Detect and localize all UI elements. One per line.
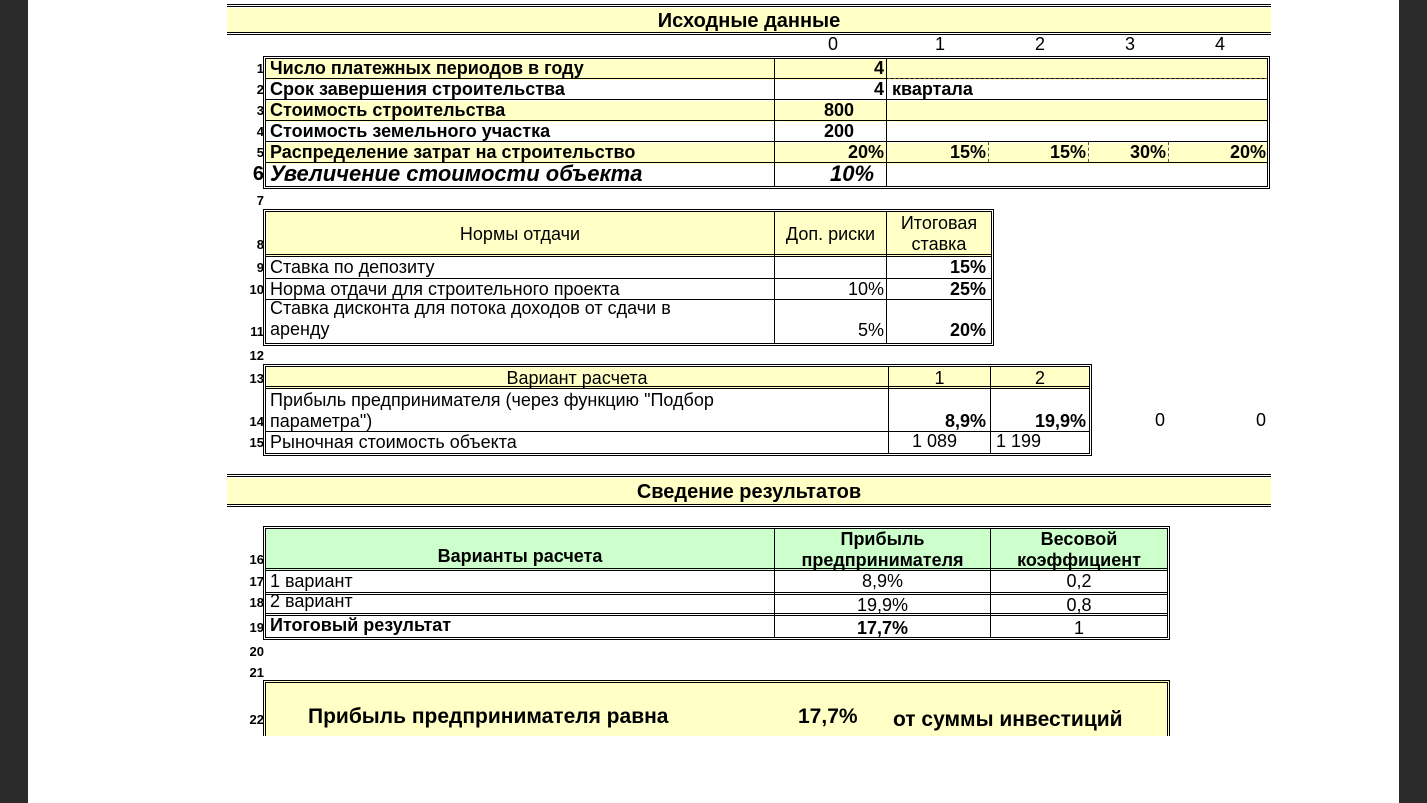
title2-bottom-rule [227,504,1271,507]
label-construction-cost: Стоимость строительства [270,100,506,120]
variants-header-2: 2 [1034,368,1045,388]
value-construction-cost: 800 [824,100,855,120]
label-entrepreneur-profit-1: Прибыль предпринимателя (через функцию "Подбор [270,390,714,410]
value-discount-rate: 20% [949,320,986,340]
row-number: 12 [249,348,264,363]
row-number: 5 [256,145,264,160]
result-weight-total: 1 [1073,618,1084,638]
risk-discount-rate: 5% [857,320,884,340]
results-header-weight-2: коэффициент [1017,550,1141,570]
label-entrepreneur-profit-2: параметра") [270,411,373,431]
row-number: 11 [250,324,264,339]
row-number: 8 [256,237,264,252]
row-number: 21 [249,665,264,680]
row-number: 22 [249,712,264,727]
row-number: 19 [249,620,264,635]
label-deposit-rate: Ставка по депозиту [270,257,435,277]
label-discount-rate-1: Ставка дисконта для потока доходов от сдачи в [270,298,671,318]
results-header-weight-1: Весовой [1040,529,1118,549]
row-number: 7 [256,193,264,208]
result-weight-variant-1: 0,2 [1066,571,1092,591]
final-result-suffix: от суммы инвестиций [893,708,1123,731]
rates-header-total-1: Итоговая [900,213,978,233]
distribution-period-3: 30% [1129,142,1166,162]
row-number: 17 [249,574,264,589]
distribution-period-1: 15% [949,142,986,162]
row-number: 2 [256,82,264,97]
row-number: 18 [249,595,264,610]
variants-header-label: Вариант расчета [506,368,648,388]
value-land-cost: 200 [824,121,855,141]
period-header-3: 3 [1124,34,1135,54]
row-number: 4 [256,124,264,139]
label-market-value: Рыночная стоимость объекта [270,432,517,452]
label-construction-term: Срок завершения строительства [270,79,565,99]
row-number: 13 [249,371,264,386]
label-payment-periods: Число платежных периодов в году [270,58,584,78]
label-cost-distribution: Распределение затрат на строительство [270,142,636,162]
profit-extra-1: 0 [1154,410,1165,430]
result-profit-variant-2: 19,9% [856,595,909,615]
row-number: 15 [249,435,264,450]
label-construction-return: Норма отдачи для строительного проекта [270,279,620,299]
value-deposit-rate: 15% [949,257,986,277]
result-label-variant-2: 2 вариант [270,591,353,611]
title2-top-rule [227,474,1271,477]
profit-variant-1: 8,9% [944,411,986,431]
rates-header-total-2: ставка [911,234,967,254]
row-number: 9 [256,260,264,275]
results-header-profit-1: Прибыль [840,529,925,549]
value-payment-periods: 4 [873,58,884,78]
section-title-initial-data: Исходные данные [657,10,841,32]
label-discount-rate-2: аренду [270,319,330,339]
title-top-rule [227,4,1271,7]
distribution-period-0: 20% [847,142,884,162]
section-title-results: Сведение результатов [636,481,862,503]
row-number: 3 [256,103,264,118]
spreadsheet-page [28,0,1399,803]
value-construction-return: 25% [949,279,986,299]
rates-header-name: Нормы отдачи [459,224,581,244]
unit-quarters: квартала [892,79,973,99]
rates-header-risk: Доп. риски [785,224,876,244]
row-number: 20 [249,644,264,659]
row-number: 10 [249,282,264,297]
label-value-increase: Увеличение стоимости объекта [270,161,643,186]
final-result-text: Прибыль предпринимателя равна [308,705,669,728]
distribution-period-4: 20% [1229,142,1266,162]
result-label-variant-1: 1 вариант [270,571,353,591]
result-profit-total: 17,7% [856,618,909,638]
distribution-period-2: 15% [1049,142,1086,162]
result-label-total: Итоговый результат [270,615,452,635]
final-result-value: 17,7% [798,705,858,728]
label-land-cost: Стоимость земельного участка [270,121,551,141]
row-number: 1 [256,61,264,76]
result-weight-variant-2: 0,8 [1066,595,1092,615]
period-header-2: 2 [1034,34,1045,54]
results-header-profit-2: предпринимателя [801,550,964,570]
result-profit-variant-1: 8,9% [861,571,904,591]
profit-extra-2: 0 [1255,410,1266,430]
row-number: 14 [249,414,264,429]
market-value-variant-2: 1 199 [996,431,1042,451]
market-value-variant-1: 1 089 [912,431,958,451]
profit-variant-2: 19,9% [1034,411,1086,431]
value-value-increase: 10% [830,161,875,186]
period-header-1: 1 [934,34,945,54]
value-construction-term: 4 [873,79,884,99]
results-header-label: Варианты расчета [437,546,603,566]
risk-construction-return: 10% [847,279,884,299]
row-number: 6 [252,163,264,185]
variants-header-1: 1 [934,368,945,388]
period-header-0: 0 [827,34,838,54]
period-header-4: 4 [1214,34,1225,54]
row-number: 16 [249,552,264,567]
